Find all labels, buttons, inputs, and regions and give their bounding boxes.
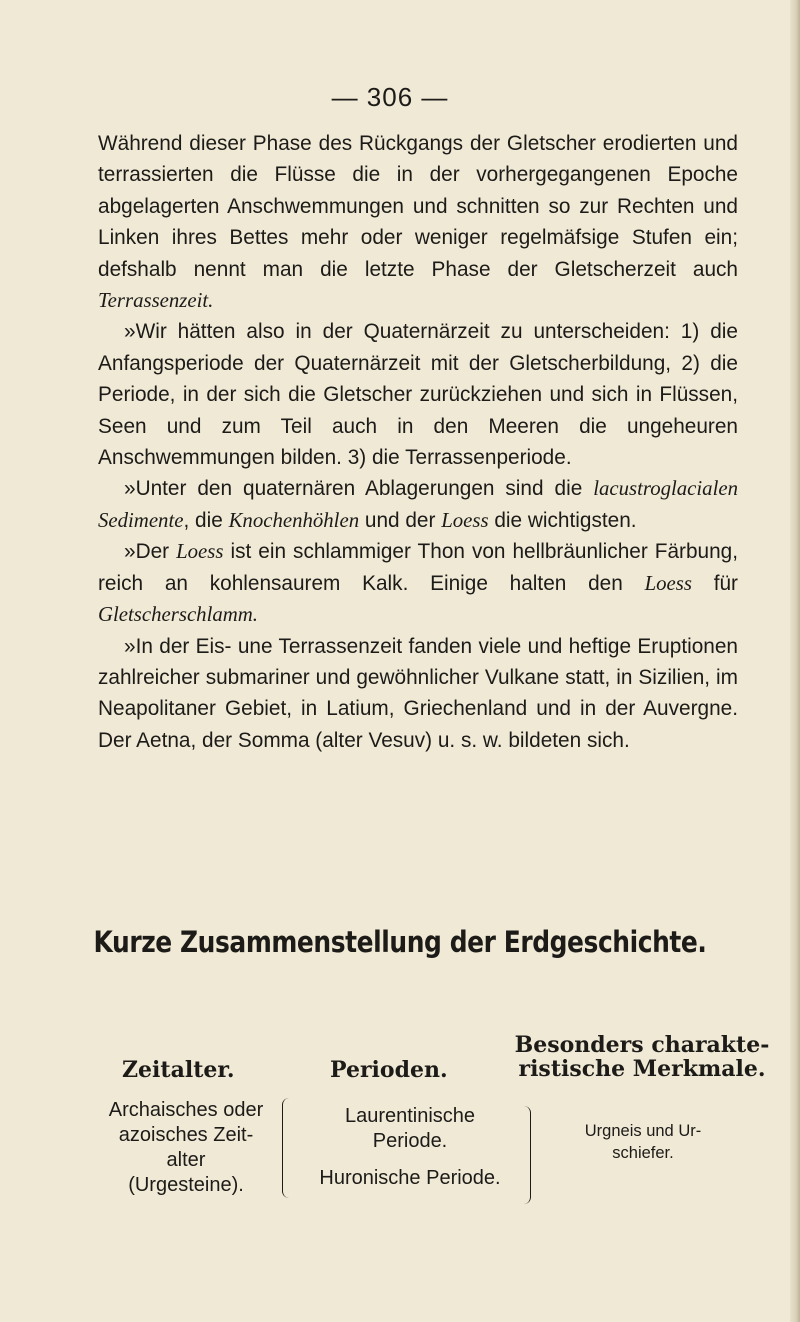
column-header-period: Perioden. bbox=[330, 1057, 448, 1083]
text-run: ist ein schlammiger Thon von hellbräunlicher Färbung, reich an kohlensaurem Kalk. Einige halten den bbox=[98, 540, 738, 595]
table-heading: Kurze Zusammenstellung der Erdgeschichte. bbox=[93, 925, 707, 959]
period-line: Laurentinische bbox=[344, 1105, 476, 1127]
italic-term: lacustroglacialen Sedimente bbox=[98, 477, 738, 532]
text-run: für bbox=[691, 571, 738, 595]
era-line: alter bbox=[166, 1149, 206, 1171]
characteristics-line: schiefer. bbox=[612, 1144, 674, 1162]
italic-term: Terrassenzeit. bbox=[98, 289, 214, 313]
italic-term: Loess bbox=[176, 540, 224, 564]
text-run: »Wir hätten also in der Quaternärzeit zu unterscheiden: 1) die Anfangsperiode der Quaternärzeit mit der Gletscherbildung, 2) die Periode, in der sich die Gletscher zurückziehen und sich in Flüssen, Seen und zum Teil auch in den Meeren die ungeheuren Anschwemmungen bilden. 3) die Terrassenperiode. bbox=[98, 320, 738, 470]
text-run: und der bbox=[359, 508, 442, 532]
column-header-line: ristische Merkmale. bbox=[518, 1056, 766, 1082]
italic-term: Loess bbox=[441, 508, 489, 532]
period-cell-huronian: Huronische Periode. bbox=[319, 1167, 501, 1189]
period-cell-laurentian bbox=[305, 1104, 515, 1154]
era-cell bbox=[96, 1098, 276, 1198]
text-run: »In der Eis- une Terrassenzeit fanden viele und heftige Eruptionen zahlreicher submariner und gewöhnlicher Vulkane statt, in Sizilien, im Neapolitaner Gebiet, in Latium, Griechenland und in der Auvergne. Der Aetna, der Somma (alter Vesuv) u. s. w. bildeten sich. bbox=[98, 634, 738, 752]
paragraph bbox=[98, 128, 738, 316]
page-edge-shadow bbox=[790, 0, 800, 1322]
italic-term: Loess bbox=[644, 571, 692, 595]
column-header-line: Besonders charakte- bbox=[514, 1032, 770, 1058]
body-text bbox=[98, 128, 738, 756]
period-line: Periode. bbox=[372, 1130, 448, 1152]
era-line: azoisches Zeit- bbox=[118, 1124, 254, 1146]
paragraph bbox=[98, 316, 738, 473]
text-run: , die bbox=[183, 508, 229, 532]
paragraph bbox=[98, 473, 738, 536]
text-run: »Unter den quaternären Ablagerungen sind die bbox=[124, 477, 594, 501]
text-run: »Der bbox=[124, 540, 177, 564]
right-brace bbox=[524, 1106, 531, 1204]
text-run: Während dieser Phase des Rückgangs der Gletscher erodierten und terrassierten die Flüsse die in der vorhergegangenen Epoche abgelagerten Anschwemmungen und schnitten so zur Rechten und Linken ihres Bettes mehr oder weniger regelmäfsige Stufen ein; defshalb nennt man die letzte Phase der Gletscherzeit auch bbox=[98, 132, 738, 281]
paragraph bbox=[98, 536, 738, 630]
page-number: — 306 — bbox=[331, 82, 449, 112]
italic-term: Knochenhöhlen bbox=[228, 508, 360, 532]
text-run: die wichtigsten. bbox=[488, 508, 637, 532]
column-header-era: Zeitalter. bbox=[122, 1057, 235, 1083]
characteristics-line: Urgneis und Ur- bbox=[584, 1122, 702, 1140]
italic-term: Gletscherschlamm. bbox=[98, 603, 258, 627]
characteristics-cell bbox=[562, 1120, 724, 1164]
left-brace bbox=[282, 1098, 289, 1198]
paragraph bbox=[98, 631, 738, 757]
era-line: Archaisches oder bbox=[108, 1099, 264, 1121]
column-header-characteristics bbox=[512, 1033, 772, 1081]
era-line: (Urgesteine). bbox=[128, 1174, 244, 1196]
